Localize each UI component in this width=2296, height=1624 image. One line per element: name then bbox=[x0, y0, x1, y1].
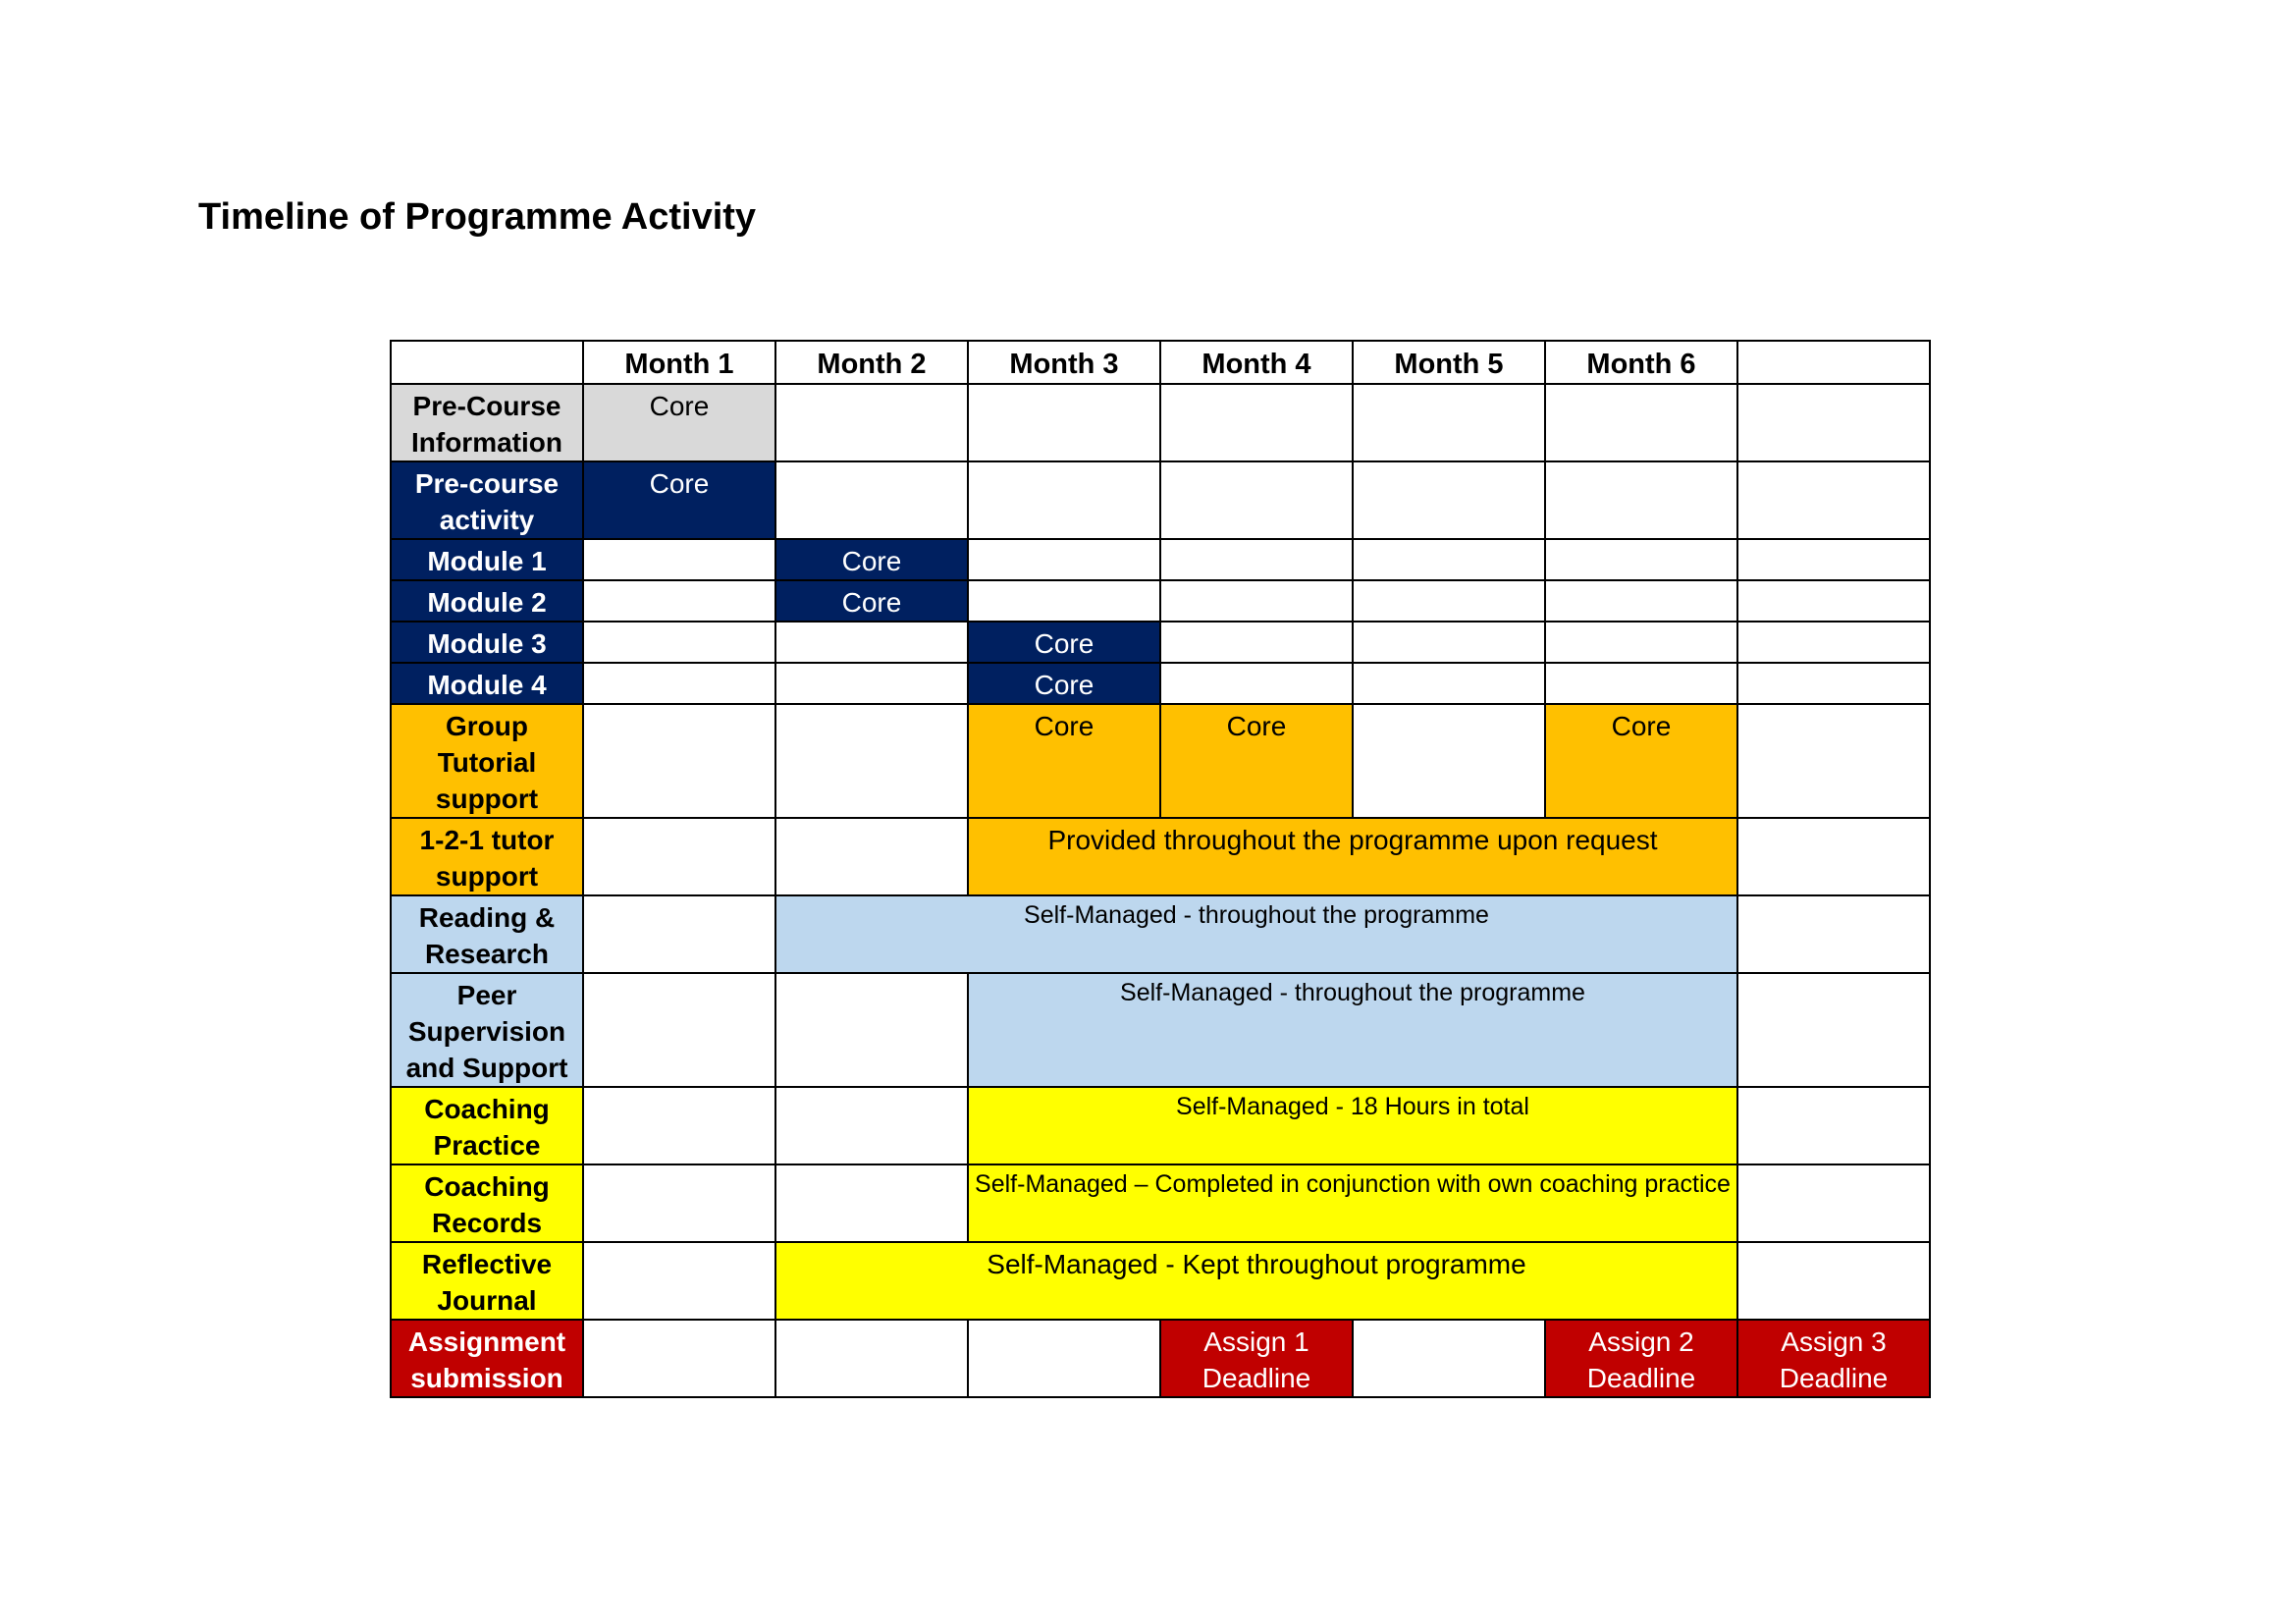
empty-cell bbox=[1737, 973, 1930, 1087]
header-cell-month-4: Month 4 bbox=[1160, 341, 1353, 384]
empty-cell bbox=[1545, 384, 1737, 461]
page-title: Timeline of Programme Activity bbox=[198, 196, 757, 238]
header-cell-corner bbox=[391, 341, 583, 384]
empty-cell bbox=[1737, 1087, 1930, 1164]
activity-cell: Core bbox=[775, 580, 968, 622]
empty-cell bbox=[1353, 384, 1545, 461]
empty-cell bbox=[968, 539, 1160, 580]
empty-cell bbox=[775, 384, 968, 461]
table-row-1-2-1-tutor-support bbox=[391, 818, 1930, 895]
empty-cell bbox=[775, 622, 968, 663]
row-label: Group Tutorial support bbox=[391, 704, 583, 818]
activity-cell: Assign 3 Deadline bbox=[1737, 1320, 1930, 1397]
table-row-module-4 bbox=[391, 663, 1930, 704]
activity-cell: Core bbox=[775, 539, 968, 580]
activity-cell: Assign 2 Deadline bbox=[1545, 1320, 1737, 1397]
empty-cell bbox=[775, 704, 968, 818]
row-label: Assignment submission bbox=[391, 1320, 583, 1397]
table-row-module-1 bbox=[391, 539, 1930, 580]
empty-cell bbox=[775, 818, 968, 895]
timeline-table bbox=[390, 340, 1931, 1398]
empty-cell bbox=[1737, 1164, 1930, 1242]
empty-cell bbox=[1545, 622, 1737, 663]
row-label: Reflective Journal bbox=[391, 1242, 583, 1320]
empty-cell bbox=[1737, 663, 1930, 704]
empty-cell bbox=[1737, 539, 1930, 580]
empty-cell bbox=[1160, 622, 1353, 663]
empty-cell bbox=[583, 973, 775, 1087]
empty-cell bbox=[1545, 461, 1737, 539]
table-row-assignment-submission bbox=[391, 1320, 1930, 1397]
empty-cell bbox=[775, 1320, 968, 1397]
row-label: Peer Supervision and Support bbox=[391, 973, 583, 1087]
activity-cell: Core bbox=[1545, 704, 1737, 818]
empty-cell bbox=[1353, 580, 1545, 622]
empty-cell bbox=[1160, 580, 1353, 622]
table-row-module-3 bbox=[391, 622, 1930, 663]
empty-cell bbox=[775, 663, 968, 704]
row-label: Module 1 bbox=[391, 539, 583, 580]
empty-cell bbox=[1160, 539, 1353, 580]
row-label: Reading & Research bbox=[391, 895, 583, 973]
empty-cell bbox=[1353, 1320, 1545, 1397]
empty-cell bbox=[1545, 663, 1737, 704]
empty-cell bbox=[583, 1320, 775, 1397]
empty-cell bbox=[1353, 539, 1545, 580]
activity-cell: Self-Managed - throughout the programme bbox=[968, 973, 1737, 1087]
empty-cell bbox=[968, 580, 1160, 622]
table-row-group-tutorial-support bbox=[391, 704, 1930, 818]
empty-cell bbox=[1353, 622, 1545, 663]
empty-cell bbox=[1737, 1242, 1930, 1320]
table-row-coaching-practice bbox=[391, 1087, 1930, 1164]
empty-cell bbox=[583, 539, 775, 580]
row-label: 1-2-1 tutor support bbox=[391, 818, 583, 895]
empty-cell bbox=[583, 622, 775, 663]
empty-cell bbox=[775, 1087, 968, 1164]
empty-cell bbox=[1353, 663, 1545, 704]
activity-cell: Core bbox=[583, 384, 775, 461]
table-row-pre-course-activity bbox=[391, 461, 1930, 539]
table-row-pre-course-information bbox=[391, 384, 1930, 461]
empty-cell bbox=[583, 1242, 775, 1320]
row-label: Module 3 bbox=[391, 622, 583, 663]
activity-cell: Core bbox=[1160, 704, 1353, 818]
table-row-reflective-journal bbox=[391, 1242, 1930, 1320]
empty-cell bbox=[583, 1164, 775, 1242]
header-cell-month-5: Month 5 bbox=[1353, 341, 1545, 384]
empty-cell bbox=[775, 1164, 968, 1242]
empty-cell bbox=[1737, 580, 1930, 622]
empty-cell bbox=[583, 663, 775, 704]
row-label: Coaching Records bbox=[391, 1164, 583, 1242]
activity-cell: Self-Managed - throughout the programme bbox=[775, 895, 1737, 973]
row-label: Module 4 bbox=[391, 663, 583, 704]
empty-cell bbox=[1737, 384, 1930, 461]
empty-cell bbox=[1160, 663, 1353, 704]
empty-cell bbox=[1737, 895, 1930, 973]
empty-cell bbox=[583, 580, 775, 622]
empty-cell bbox=[1545, 539, 1737, 580]
activity-cell: Core bbox=[968, 704, 1160, 818]
row-label: Module 2 bbox=[391, 580, 583, 622]
table-row-coaching-records bbox=[391, 1164, 1930, 1242]
activity-cell: Core bbox=[583, 461, 775, 539]
empty-cell bbox=[775, 461, 968, 539]
empty-cell bbox=[583, 704, 775, 818]
empty-cell bbox=[1545, 580, 1737, 622]
header-cell-month-3: Month 3 bbox=[968, 341, 1160, 384]
empty-cell bbox=[1160, 384, 1353, 461]
activity-cell: Self-Managed – Completed in conjunction with own coaching practice bbox=[968, 1164, 1737, 1242]
empty-cell bbox=[583, 895, 775, 973]
table-row-reading-and-research bbox=[391, 895, 1930, 973]
header-cell-month-6: Month 6 bbox=[1545, 341, 1737, 384]
header-cell-month-1: Month 1 bbox=[583, 341, 775, 384]
empty-cell bbox=[1737, 622, 1930, 663]
activity-cell: Provided throughout the programme upon request bbox=[968, 818, 1737, 895]
empty-cell bbox=[1160, 461, 1353, 539]
activity-cell: Core bbox=[968, 663, 1160, 704]
activity-cell: Self-Managed - 18 Hours in total bbox=[968, 1087, 1737, 1164]
row-label: Coaching Practice bbox=[391, 1087, 583, 1164]
table-row-peer-supervision-and-support bbox=[391, 973, 1930, 1087]
row-label: Pre-course activity bbox=[391, 461, 583, 539]
empty-cell bbox=[968, 384, 1160, 461]
empty-cell bbox=[1353, 704, 1545, 818]
empty-cell bbox=[583, 818, 775, 895]
table-row-module-2 bbox=[391, 580, 1930, 622]
empty-cell bbox=[583, 1087, 775, 1164]
empty-cell bbox=[968, 1320, 1160, 1397]
row-label: Pre-Course Information bbox=[391, 384, 583, 461]
empty-cell bbox=[1353, 461, 1545, 539]
empty-cell bbox=[775, 973, 968, 1087]
empty-cell bbox=[1737, 818, 1930, 895]
empty-cell bbox=[1737, 704, 1930, 818]
header-cell-month-2: Month 2 bbox=[775, 341, 968, 384]
timeline-body bbox=[391, 341, 1930, 1397]
header-row bbox=[391, 341, 1930, 384]
activity-cell: Assign 1 Deadline bbox=[1160, 1320, 1353, 1397]
header-cell-end bbox=[1737, 341, 1930, 384]
activity-cell: Self-Managed - Kept throughout programme bbox=[775, 1242, 1737, 1320]
empty-cell bbox=[968, 461, 1160, 539]
empty-cell bbox=[1737, 461, 1930, 539]
activity-cell: Core bbox=[968, 622, 1160, 663]
